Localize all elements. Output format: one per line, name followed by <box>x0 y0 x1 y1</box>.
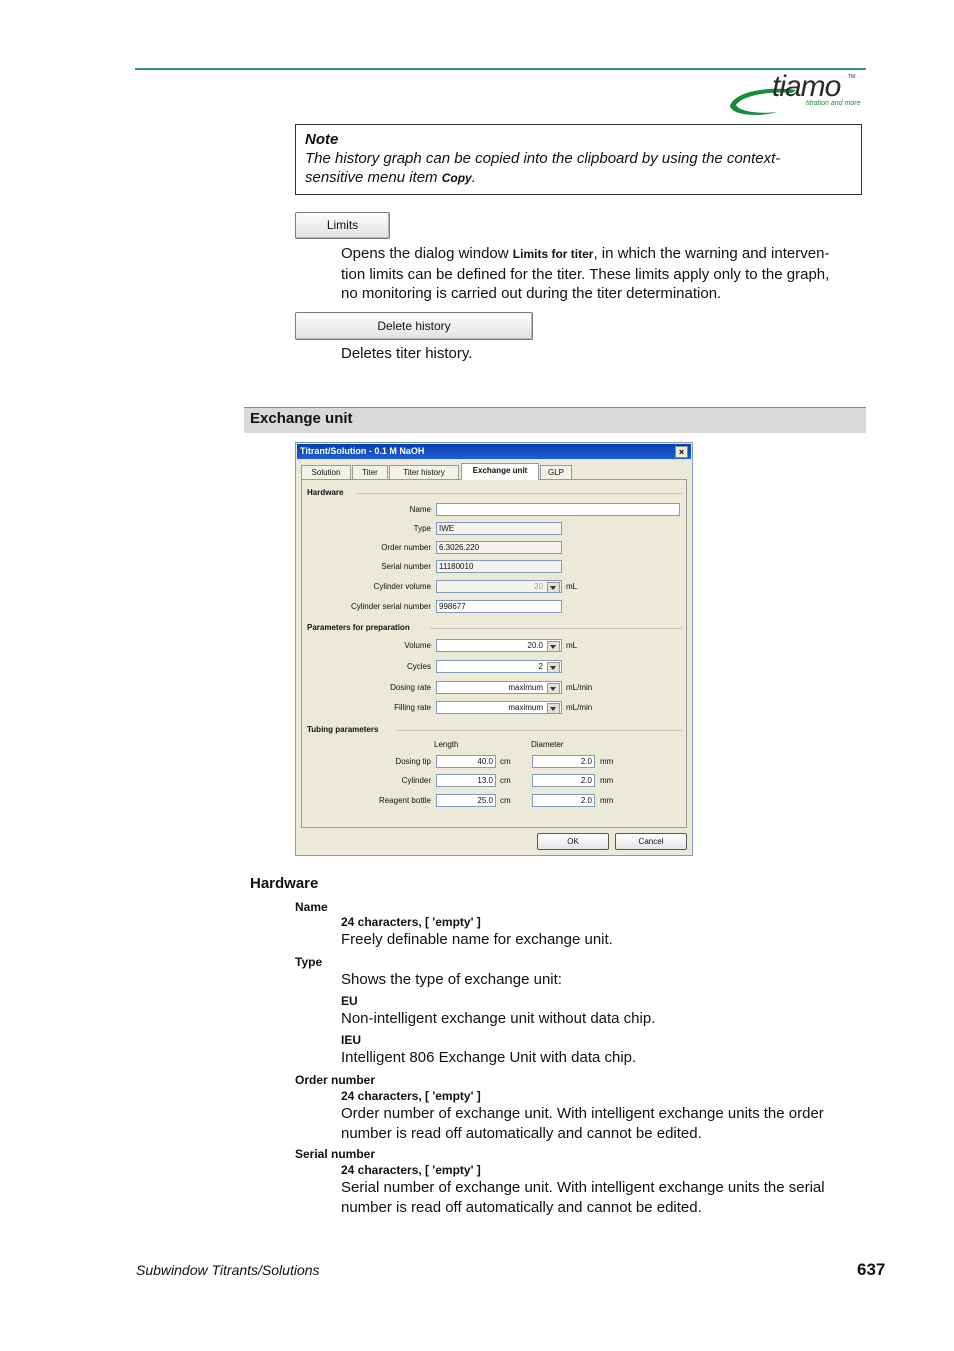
order-desc-line2: number is read off automatically and cannot be edited. <box>341 1124 702 1142</box>
volume-unit: mL <box>566 641 578 650</box>
prep-group-title: Parameters for preparation <box>307 623 410 632</box>
diameter-header: Diameter <box>531 740 564 749</box>
type-eu-desc: Non-intelligent exchange unit without data chip. <box>341 1010 656 1027</box>
note-menu-item: Copy <box>441 171 472 185</box>
cycles-select[interactable] <box>436 660 562 673</box>
type-param-title: Type <box>295 955 323 969</box>
name-param-title: Name <box>295 900 328 914</box>
footer-chapter: Subwindow Titrants/Solutions <box>136 1262 320 1278</box>
serial-number-field: 11180010 <box>436 560 562 573</box>
hardware-heading: Hardware <box>250 875 319 892</box>
delete-history-button[interactable]: Delete history <box>295 312 533 340</box>
diameter-unit: mm <box>600 796 614 805</box>
chevron-down-icon[interactable] <box>547 641 560 652</box>
limits-desc-b: , in which the warning and interven- <box>593 245 830 262</box>
order-param-desc <box>341 1104 866 1143</box>
order-param-title: Order number <box>295 1073 376 1087</box>
note-period: . <box>471 169 476 186</box>
order-desc-line1: Order number of exchange unit. With intelligent exchange units the order <box>341 1105 824 1122</box>
dosing-rate-unit: mL/min <box>566 683 593 692</box>
titrant-dialog <box>295 442 693 856</box>
length-header: Length <box>434 740 459 749</box>
length-unit: cm <box>500 776 511 785</box>
header-rule <box>135 68 866 70</box>
serial-param-title: Serial number <box>295 1147 376 1161</box>
cylinder-length-input[interactable]: 13.0 <box>436 774 496 787</box>
tiamo-logo <box>726 72 868 118</box>
tubing-row-label: Cylinder <box>401 776 431 785</box>
cylinder-volume-unit: mL <box>566 582 578 591</box>
cylinder-volume-label: Cylinder volume <box>373 582 431 591</box>
delete-history-description: Deletes titer history. <box>341 345 473 362</box>
page-number: 637 <box>857 1260 886 1279</box>
serial-param-desc <box>341 1178 866 1217</box>
diameter-unit: mm <box>600 757 614 766</box>
prep-group-line <box>430 628 682 629</box>
reagent-bottle-length-input[interactable]: 25.0 <box>436 794 496 807</box>
tubing-row-label: Reagent bottle <box>378 796 431 805</box>
tubing-group-line <box>397 730 682 731</box>
serial-number-label: Serial number <box>381 562 431 571</box>
order-number-field: 6.3026.220 <box>436 541 562 554</box>
serial-desc-line1: Serial number of exchange unit. With intelligent exchange units the serial <box>341 1179 825 1196</box>
chevron-down-icon[interactable] <box>547 683 560 694</box>
name-param-desc: Freely definable name for exchange unit. <box>341 931 613 948</box>
cycles-label: Cycles <box>406 662 431 671</box>
type-ieu-desc: Intelligent 806 Exchange Unit with data chip. <box>341 1049 637 1066</box>
filling-rate-unit: mL/min <box>566 703 593 712</box>
volume-select[interactable] <box>436 639 562 652</box>
cylinder-volume-value: 20 <box>534 582 543 591</box>
filling-rate-label: Filling rate <box>394 703 431 712</box>
cylinder-serial-label: Cylinder serial number <box>350 602 431 611</box>
tab-titer[interactable]: Titer <box>352 465 388 479</box>
dialog-title: Titrant/Solution - 0.1 M NaOH <box>300 446 425 456</box>
tab-glp[interactable]: GLP <box>540 465 572 479</box>
dosing-rate-value: maximum <box>508 683 543 692</box>
serial-param-range: 24 characters, [ 'empty' ] <box>341 1163 481 1177</box>
limits-desc-a: Opens the dialog window <box>341 245 509 262</box>
cylinder-serial-input[interactable]: 998677 <box>436 600 562 613</box>
logo-trademark: TM <box>848 74 856 80</box>
exchange-unit-panel <box>301 479 687 828</box>
type-param-desc: Shows the type of exchange unit: <box>341 971 562 988</box>
note-text-line2: sensitive menu item <box>305 169 438 186</box>
volume-label: Volume <box>404 641 431 650</box>
cancel-button[interactable]: Cancel <box>615 833 687 850</box>
limits-desc-d: no monitoring is carried out during the titer determination. <box>341 285 722 302</box>
limits-dialog-name: Limits for titer <box>512 247 594 261</box>
type-label: Type <box>413 524 431 533</box>
note-box <box>295 124 862 195</box>
tubing-group-title: Tubing parameters <box>307 725 379 734</box>
name-param-range: 24 characters, [ 'empty' ] <box>341 915 481 929</box>
cylinder-diameter-input[interactable]: 2.0 <box>532 774 595 787</box>
tab-titer-history[interactable]: Titer history <box>389 465 459 479</box>
section-title: Exchange unit <box>244 407 866 433</box>
limits-description <box>341 244 866 304</box>
type-field: IWE <box>436 522 562 535</box>
dosing-rate-select[interactable] <box>436 681 562 694</box>
logo-wordmark: tiamo <box>772 70 841 103</box>
length-unit: cm <box>500 757 511 766</box>
dialog-titlebar <box>297 444 691 459</box>
chevron-down-icon[interactable] <box>547 703 560 714</box>
close-icon[interactable]: × <box>675 446 688 458</box>
ok-button[interactable]: OK <box>537 833 609 850</box>
name-input[interactable] <box>436 503 680 516</box>
diameter-unit: mm <box>600 776 614 785</box>
serial-desc-line2: number is read off automatically and cannot be edited. <box>341 1198 702 1216</box>
hardware-group-title: Hardware <box>307 488 344 497</box>
reagent-bottle-diameter-input[interactable]: 2.0 <box>532 794 595 807</box>
logo-tagline: titration and more <box>806 100 861 107</box>
chevron-down-icon <box>547 582 560 593</box>
name-label: Name <box>409 505 431 514</box>
limits-button[interactable]: Limits <box>295 212 390 239</box>
cylinder-volume-select <box>436 580 562 593</box>
dosing-rate-label: Dosing rate <box>390 683 431 692</box>
volume-value: 20.0 <box>527 641 543 650</box>
note-title: Note <box>305 131 339 148</box>
tab-exchange-unit[interactable]: Exchange unit <box>461 463 539 480</box>
note-text-line1: The history graph can be copied into the clipboard by using the context- <box>305 150 781 167</box>
filling-rate-select[interactable] <box>436 701 562 714</box>
dosing-tip-diameter-input[interactable]: 2.0 <box>532 755 595 768</box>
chevron-down-icon[interactable] <box>547 662 560 673</box>
tab-solution[interactable]: Solution <box>301 465 351 479</box>
hardware-group-line <box>357 493 682 494</box>
type-eu-title: EU <box>341 994 358 1008</box>
limits-desc-c: tion limits can be defined for the titer. These limits apply only to the graph, <box>341 265 830 283</box>
cycles-value: 2 <box>538 662 543 671</box>
length-unit: cm <box>500 796 511 805</box>
tubing-row-label: Dosing tip <box>395 757 431 766</box>
dosing-tip-length-input[interactable]: 40.0 <box>436 755 496 768</box>
order-param-range: 24 characters, [ 'empty' ] <box>341 1089 481 1103</box>
order-number-label: Order number <box>381 543 431 552</box>
type-ieu-title: IEU <box>341 1033 362 1047</box>
filling-rate-value: maximum <box>508 703 543 712</box>
